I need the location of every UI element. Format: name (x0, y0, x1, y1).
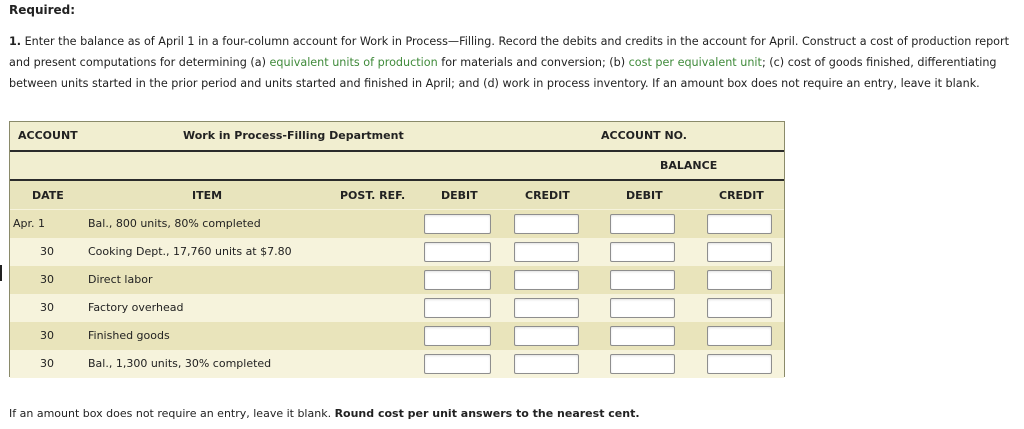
debit-input[interactable] (424, 242, 491, 262)
account-header-row (10, 122, 784, 150)
balance-credit-input[interactable] (707, 326, 772, 346)
credit-input[interactable] (514, 326, 579, 346)
four-column-account (9, 121, 785, 377)
table-row (10, 350, 784, 378)
col-credit: CREDIT (525, 189, 570, 202)
instruction-part-2: for materials and conversion; (b) (437, 56, 629, 69)
row-date: 30 (40, 273, 54, 286)
account-label: ACCOUNT (18, 129, 78, 142)
credit-input[interactable] (514, 214, 579, 234)
account-name: Work in Process-Filling Department (183, 129, 404, 142)
col-balance-debit: DEBIT (626, 189, 663, 202)
balance-debit-input[interactable] (610, 214, 675, 234)
balance-label: BALANCE (660, 159, 718, 172)
left-edge-marker (0, 265, 2, 281)
equivalent-units-link[interactable]: equivalent units of production (269, 56, 438, 69)
footer-bold-text: Round cost per unit answers to the nearest cent. (334, 407, 640, 420)
table-row (10, 238, 784, 266)
balance-header-row (10, 152, 784, 179)
col-debit: DEBIT (441, 189, 478, 202)
balance-debit-input[interactable] (610, 326, 675, 346)
credit-input[interactable] (514, 354, 579, 374)
credit-input[interactable] (514, 298, 579, 318)
row-item: Cooking Dept., 17,760 units at $7.80 (88, 245, 292, 258)
credit-input[interactable] (514, 270, 579, 290)
balance-credit-input[interactable] (707, 298, 772, 318)
row-item: Finished goods (88, 329, 170, 342)
cost-per-equivalent-unit-link[interactable]: cost per equivalent unit (628, 56, 762, 69)
credit-input[interactable] (514, 242, 579, 262)
debit-input[interactable] (424, 298, 491, 318)
instruction-number: 1. (9, 35, 22, 48)
balance-debit-input[interactable] (610, 298, 675, 318)
debit-input[interactable] (424, 326, 491, 346)
row-item: Bal., 1,300 units, 30% completed (88, 357, 272, 370)
debit-input[interactable] (424, 354, 491, 374)
required-heading: Required: (9, 3, 76, 17)
row-date: 30 (40, 301, 54, 314)
table-row (10, 266, 784, 294)
col-post-ref: POST. REF. (340, 189, 406, 202)
instructions-text (9, 31, 1021, 94)
footer-note (9, 407, 640, 420)
row-item: Direct labor (88, 273, 153, 286)
col-balance-credit: CREDIT (719, 189, 764, 202)
account-no-label: ACCOUNT NO. (601, 129, 687, 142)
balance-credit-input[interactable] (707, 354, 772, 374)
row-date: 30 (40, 245, 54, 258)
table-row (10, 322, 784, 350)
balance-debit-input[interactable] (610, 242, 675, 262)
balance-debit-input[interactable] (610, 270, 675, 290)
balance-credit-input[interactable] (707, 242, 772, 262)
table-row (10, 294, 784, 322)
table-row (10, 210, 784, 238)
instruction-part-3: ; (c) cost of goods finished, differentiating between units started in the prior period and units started and finished in April; and (d) work in process inventory. If an amount box does not require an entry, leave it blank. (9, 56, 997, 90)
col-item: ITEM (192, 189, 223, 202)
balance-credit-input[interactable] (707, 270, 772, 290)
col-date: DATE (32, 189, 64, 202)
row-date: 30 (40, 329, 54, 342)
row-item: Factory overhead (88, 301, 184, 314)
balance-credit-input[interactable] (707, 214, 772, 234)
row-date: 30 (40, 357, 54, 370)
debit-input[interactable] (424, 214, 491, 234)
row-date: Apr. 1 (13, 217, 46, 230)
debit-input[interactable] (424, 270, 491, 290)
footer-normal-text: If an amount box does not require an entry, leave it blank. (9, 407, 335, 420)
column-header-row (10, 181, 784, 209)
instruction-part-1: Enter the balance as of April 1 in a four-column account for Work in Process—Filling. Record the debits and credits in the account for April. Construct a cost of production report and present computations for determining (a) (9, 35, 1010, 69)
row-item: Bal., 800 units, 80% completed (88, 217, 261, 230)
balance-debit-input[interactable] (610, 354, 675, 374)
